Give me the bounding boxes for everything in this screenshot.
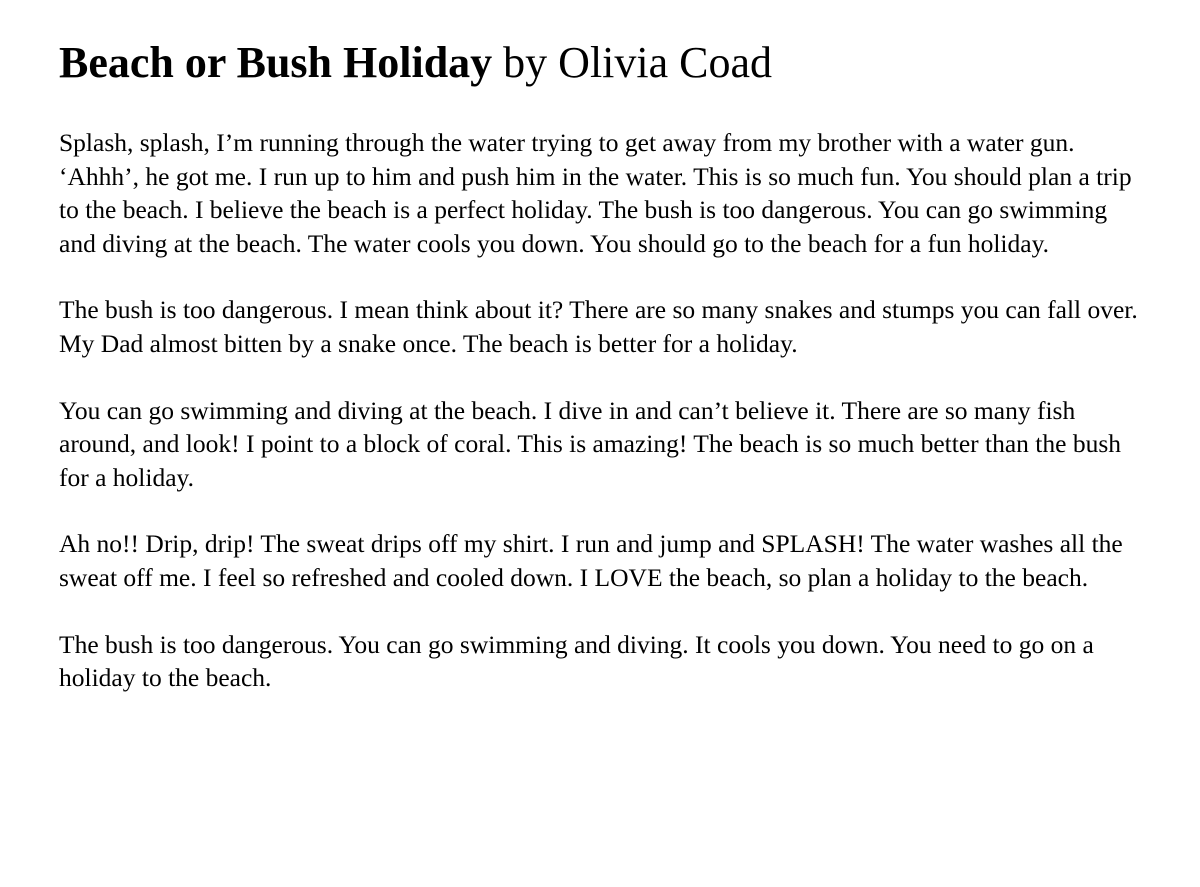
document-title [59, 34, 1169, 92]
document-page [59, 34, 1169, 695]
paragraph-1: Splash, splash, I’m running through the water trying to get away from my brother with a water gun. ‘Ahhh’, he got me. I run up to him and push him in the water. This is so much fun. You should plan a trip to the beach. I believe the beach is a perfect holiday. The bush is too dangerous. You can go swimming and diving at the beach. The water cools you down. You should go to the beach for a fun holiday. [59, 128, 1132, 258]
paragraph-2: The bush is too dangerous. I mean think about it? There are so many snakes and stumps you can fall over. My Dad almost bitten by a snake once. The beach is better for a holiday. [59, 295, 1138, 358]
title-bold-text: Beach or Bush Holiday [59, 38, 493, 87]
paragraph-3: You can go swimming and diving at the beach. I dive in and can’t believe it. There are so many fish around, and look! I point to a block of coral. This is amazing! The beach is so much better than the bush for a holiday. [59, 395, 1121, 492]
paragraph-5: The bush is too dangerous. You can go swimming and diving. It cools you down. You need to go on a holiday to the beach. [59, 629, 1094, 693]
paragraph-4: Ah no!! Drip, drip! The sweat drips off my shirt. I run and jump and SPLASH! The water washes all the sweat off me. I feel so refreshed and cooled down. I LOVE the beach, so plan a holiday to the beach. [59, 529, 1123, 592]
title-author-text: by Olivia Coad [503, 38, 773, 87]
